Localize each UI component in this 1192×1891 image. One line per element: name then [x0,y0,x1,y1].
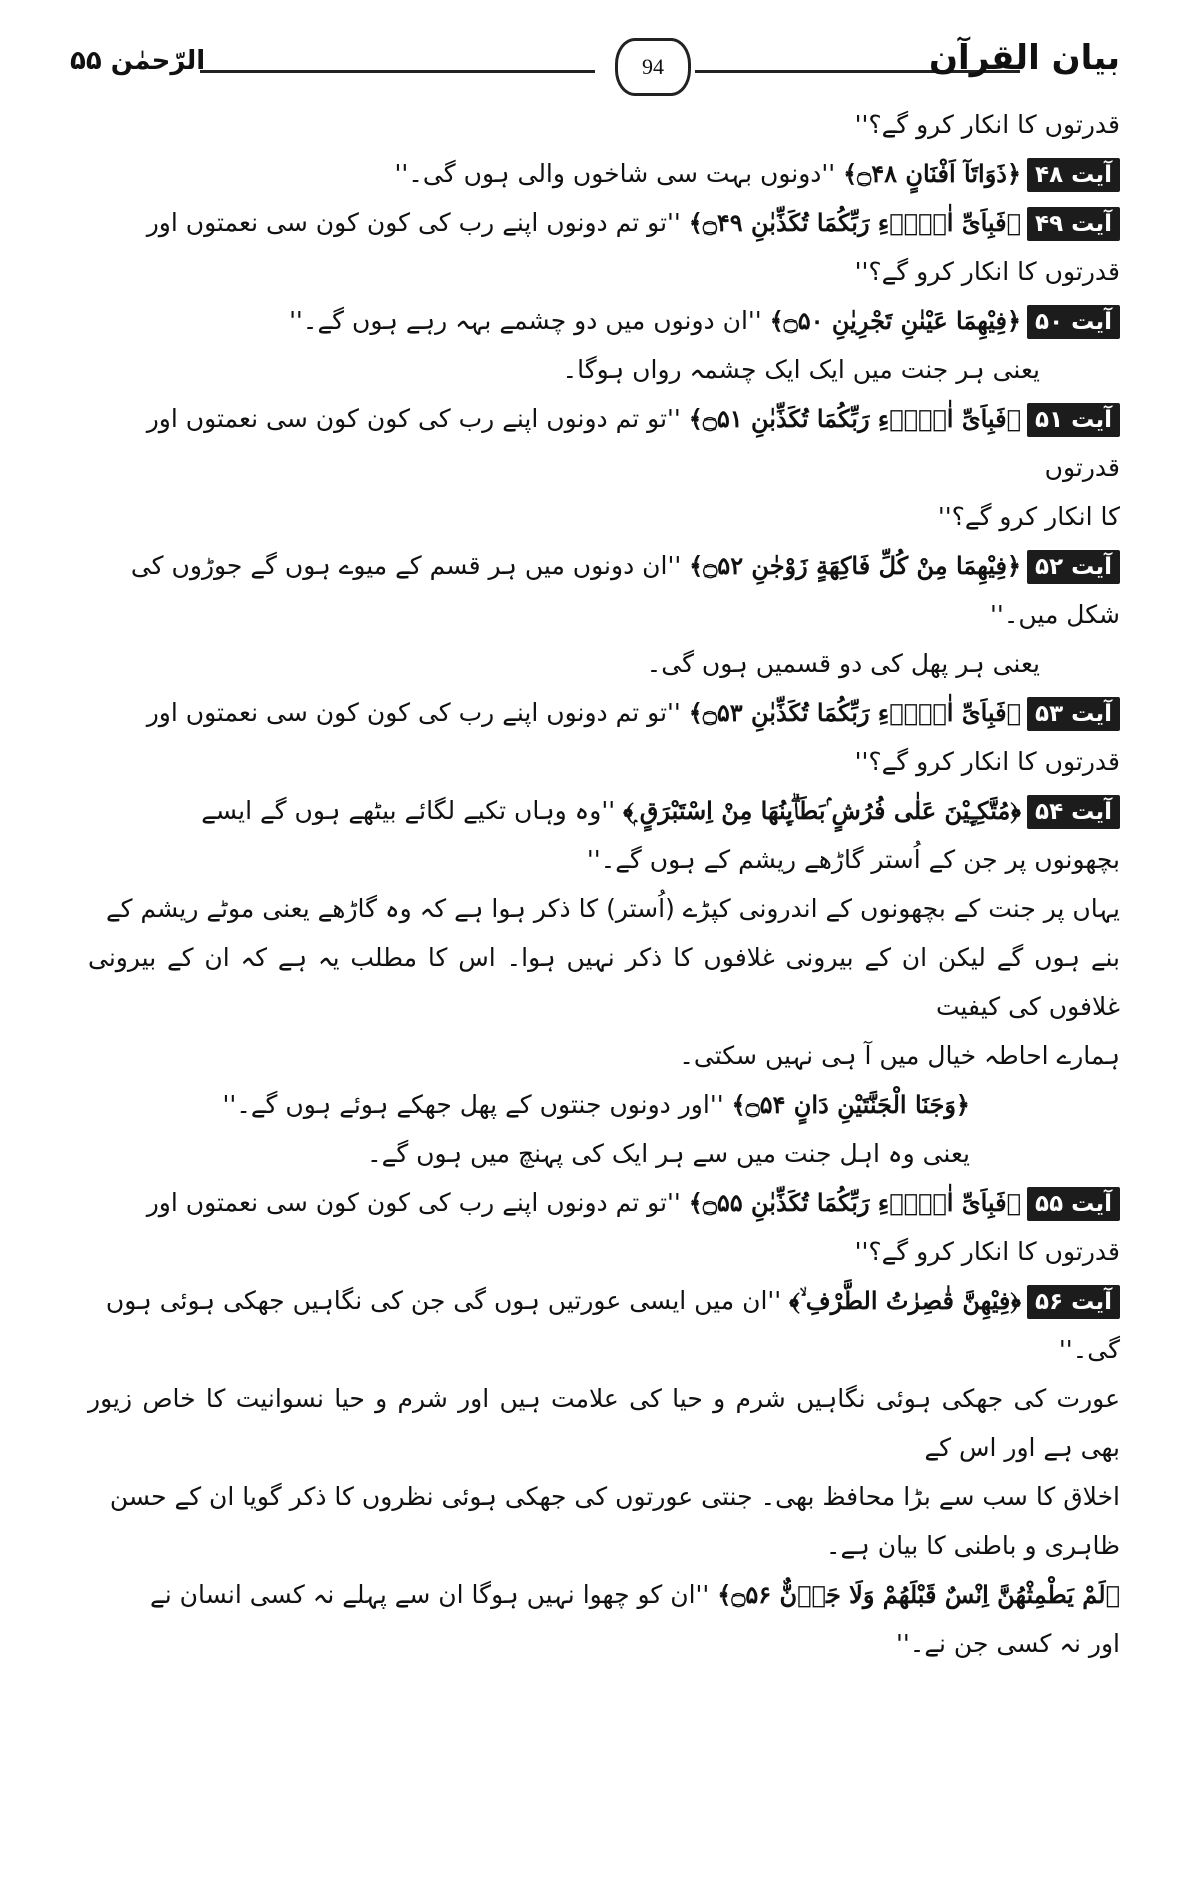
arabic-verse: ﴿وَجَنَا الْجَنَّتَیْنِ دَانٍ ۝۵۴﴾ [731,1090,970,1119]
translation: ''ان دونوں میں دو چشمے بہہ رہے ہوں گے۔'' [289,306,762,335]
translation: ''ان کو چھوا نہیں ہوگا ان سے پہلے نہ کسی انسان نے [150,1580,710,1609]
verse-line [88,1080,1120,1129]
text-line: کا انکار کرو گے؟'' [937,502,1120,531]
translation: ''دونوں بہت سی شاخوں والی ہوں گی۔'' [394,159,836,188]
ayah-line [88,1178,1120,1227]
commentary-line: ہمارے احاطہ خیال میں آ ہی نہیں سکتی۔ [679,1041,1120,1070]
verse-line [88,1570,1120,1619]
commentary-line: بنے ہوں گے لیکن ان کے بیرونی غلافوں کا ذکر نہیں ہوا۔ اس کا مطلب یہ ہے کہ ان کے بیرونی غلافوں کی کیفیت [88,943,1120,1021]
ayah-line [88,1276,1120,1374]
text-line: قدرتوں کا انکار کرو گے؟'' [854,1237,1120,1266]
ayah-line [88,198,1120,247]
commentary-line: یعنی ہر پھل کی دو قسمیں ہوں گی۔ [646,649,1040,678]
page-number: 94 [615,38,691,96]
arabic-verse: ﴿فِیْهِنَّ قٰصِرٰتُ الطَّرْفِ ۙ﴾ [789,1286,1022,1315]
ayah-badge: آیت ۴۸ [1027,158,1120,192]
arabic-verse: ﴿فَبِاَیِّ اٰلَاۗءِ رَبِّکُمَا تُکَذِّبٰنِ ۝۵۵﴾ [688,1188,1022,1217]
translation: ''تو تم دونوں اپنے رب کی کون کون سی نعمتوں اور [146,208,681,237]
arabic-verse: ﴿ذَوَاتَآ اَفْنَانٍ ۝۴۸﴾ [843,159,1022,188]
arabic-verse: ﴿فِیْهِمَا عَیْنٰنِ تَجْرِیٰنِ ۝۵۰﴾ [769,306,1022,335]
arabic-verse: ﴿لَمْ یَطْمِثْهُنَّ اِنْسٌ قَبْلَهُمْ وَلَا جَاۗنٌّ ۝۵۶﴾ [717,1580,1120,1609]
translation: ''تو تم دونوں اپنے رب کی کون کون سی نعمتوں اور قدرتوں [146,404,1120,482]
translation: ''اور دونوں جنتوں کے پھل جھکے ہوئے ہوں گے۔'' [222,1090,724,1119]
ayah-line [88,688,1120,737]
ayah-badge: آیت ۵۶ [1027,1285,1120,1319]
page-header [70,38,1120,98]
translation: ''تو تم دونوں اپنے رب کی کون کون سی نعمتوں اور [146,698,681,727]
commentary-line: یعنی ہر جنت میں ایک ایک چشمہ رواں ہوگا۔ [562,355,1040,384]
text-line: شکل میں۔'' [990,600,1120,629]
ayah-badge: آیت ۵۵ [1027,1187,1120,1221]
header-rule-left [200,70,595,73]
translation: ''وہ وہاں تکیے لگائے بیٹھے ہوں گے ایسے [201,796,616,825]
ayah-badge: آیت ۵۲ [1027,550,1120,584]
arabic-verse: ﴿فَبِاَیِّ اٰلَاۗءِ رَبِّکُمَا تُکَذِّبٰنِ ۝۴۹﴾ [688,208,1022,237]
commentary-line: یہاں پر جنت کے بچھونوں کے اندرونی کپڑے (اُستر) کا ذکر ہوا ہے کہ وہ گاڑھے یعنی موٹے ریشم کے [105,894,1120,923]
translation: ''ان دونوں میں ہر قسم کے میوے ہوں گے جوڑوں کی [130,551,682,580]
text-line: بچھونوں پر جن کے اُستر گاڑھے ریشم کے ہوں گے۔'' [586,845,1120,874]
text-line: اور نہ کسی جن نے۔'' [895,1629,1120,1658]
page-body [88,100,1120,1668]
arabic-verse: ﴿فَبِاَیِّ اٰلَاۗءِ رَبِّکُمَا تُکَذِّبٰنِ ۝۵۱﴾ [688,404,1022,433]
ayah-badge: آیت ۴۹ [1027,207,1120,241]
arabic-verse: ﴿مُتَّکِـِٕیْنَ عَلٰی فُرُشٍ ۢبَطَاۗىِٕنُهَا مِنْ اِسْتَبْرَقٍ ۭ﴾ [623,796,1022,825]
text-line: قدرتوں کا انکار کرو گے؟'' [854,747,1120,776]
ayah-badge: آیت ۵۴ [1027,795,1120,829]
arabic-verse: ﴿فِیْهِمَا مِنْ کُلِّ فَاکِهَةٍ زَوْجٰنِ ۝۵۲﴾ [689,551,1022,580]
ayah-line [88,296,1120,345]
ayah-line [88,394,1120,492]
ayah-badge: آیت ۵۰ [1027,305,1120,339]
arabic-verse: ﴿فَبِاَیِّ اٰلَاۗءِ رَبِّکُمَا تُکَذِّبٰنِ ۝۵۳﴾ [688,698,1022,727]
ayah-line [88,149,1120,198]
commentary-line: اخلاق کا سب سے بڑا محافظ بھی۔ جنتی عورتوں کی جھکی ہوئی نظروں کا ذکر گویا ان کے حسن ظاہری و باطنی کا بیان ہے۔ [109,1482,1120,1560]
ayah-badge: آیت ۵۳ [1027,697,1120,731]
commentary-line: عورت کی جھکی ہوئی نگاہیں شرم و حیا کی علامت ہیں اور شرم و حیا نسوانیت کا خاص زیور بھی ہے اور اس کے [88,1384,1120,1462]
commentary-line: یعنی وہ اہل جنت میں سے ہر ایک کی پہنچ میں ہوں گے۔ [367,1139,970,1168]
text-line: قدرتوں کا انکار کرو گے؟'' [854,110,1120,139]
surah-label: الرّحمٰن ۵۵ [70,46,206,76]
ayah-badge: آیت ۵۱ [1027,403,1120,437]
text-line: قدرتوں کا انکار کرو گے؟'' [854,257,1120,286]
translation: ''تو تم دونوں اپنے رب کی کون کون سی نعمتوں اور [146,1188,681,1217]
translation: ''ان میں ایسی عورتیں ہوں گی جن کی نگاہیں جھکی ہوئی ہوں گی۔'' [105,1286,1120,1364]
book-title: بیان القرآن [929,38,1120,78]
ayah-line [88,786,1120,835]
ayah-line [88,541,1120,590]
